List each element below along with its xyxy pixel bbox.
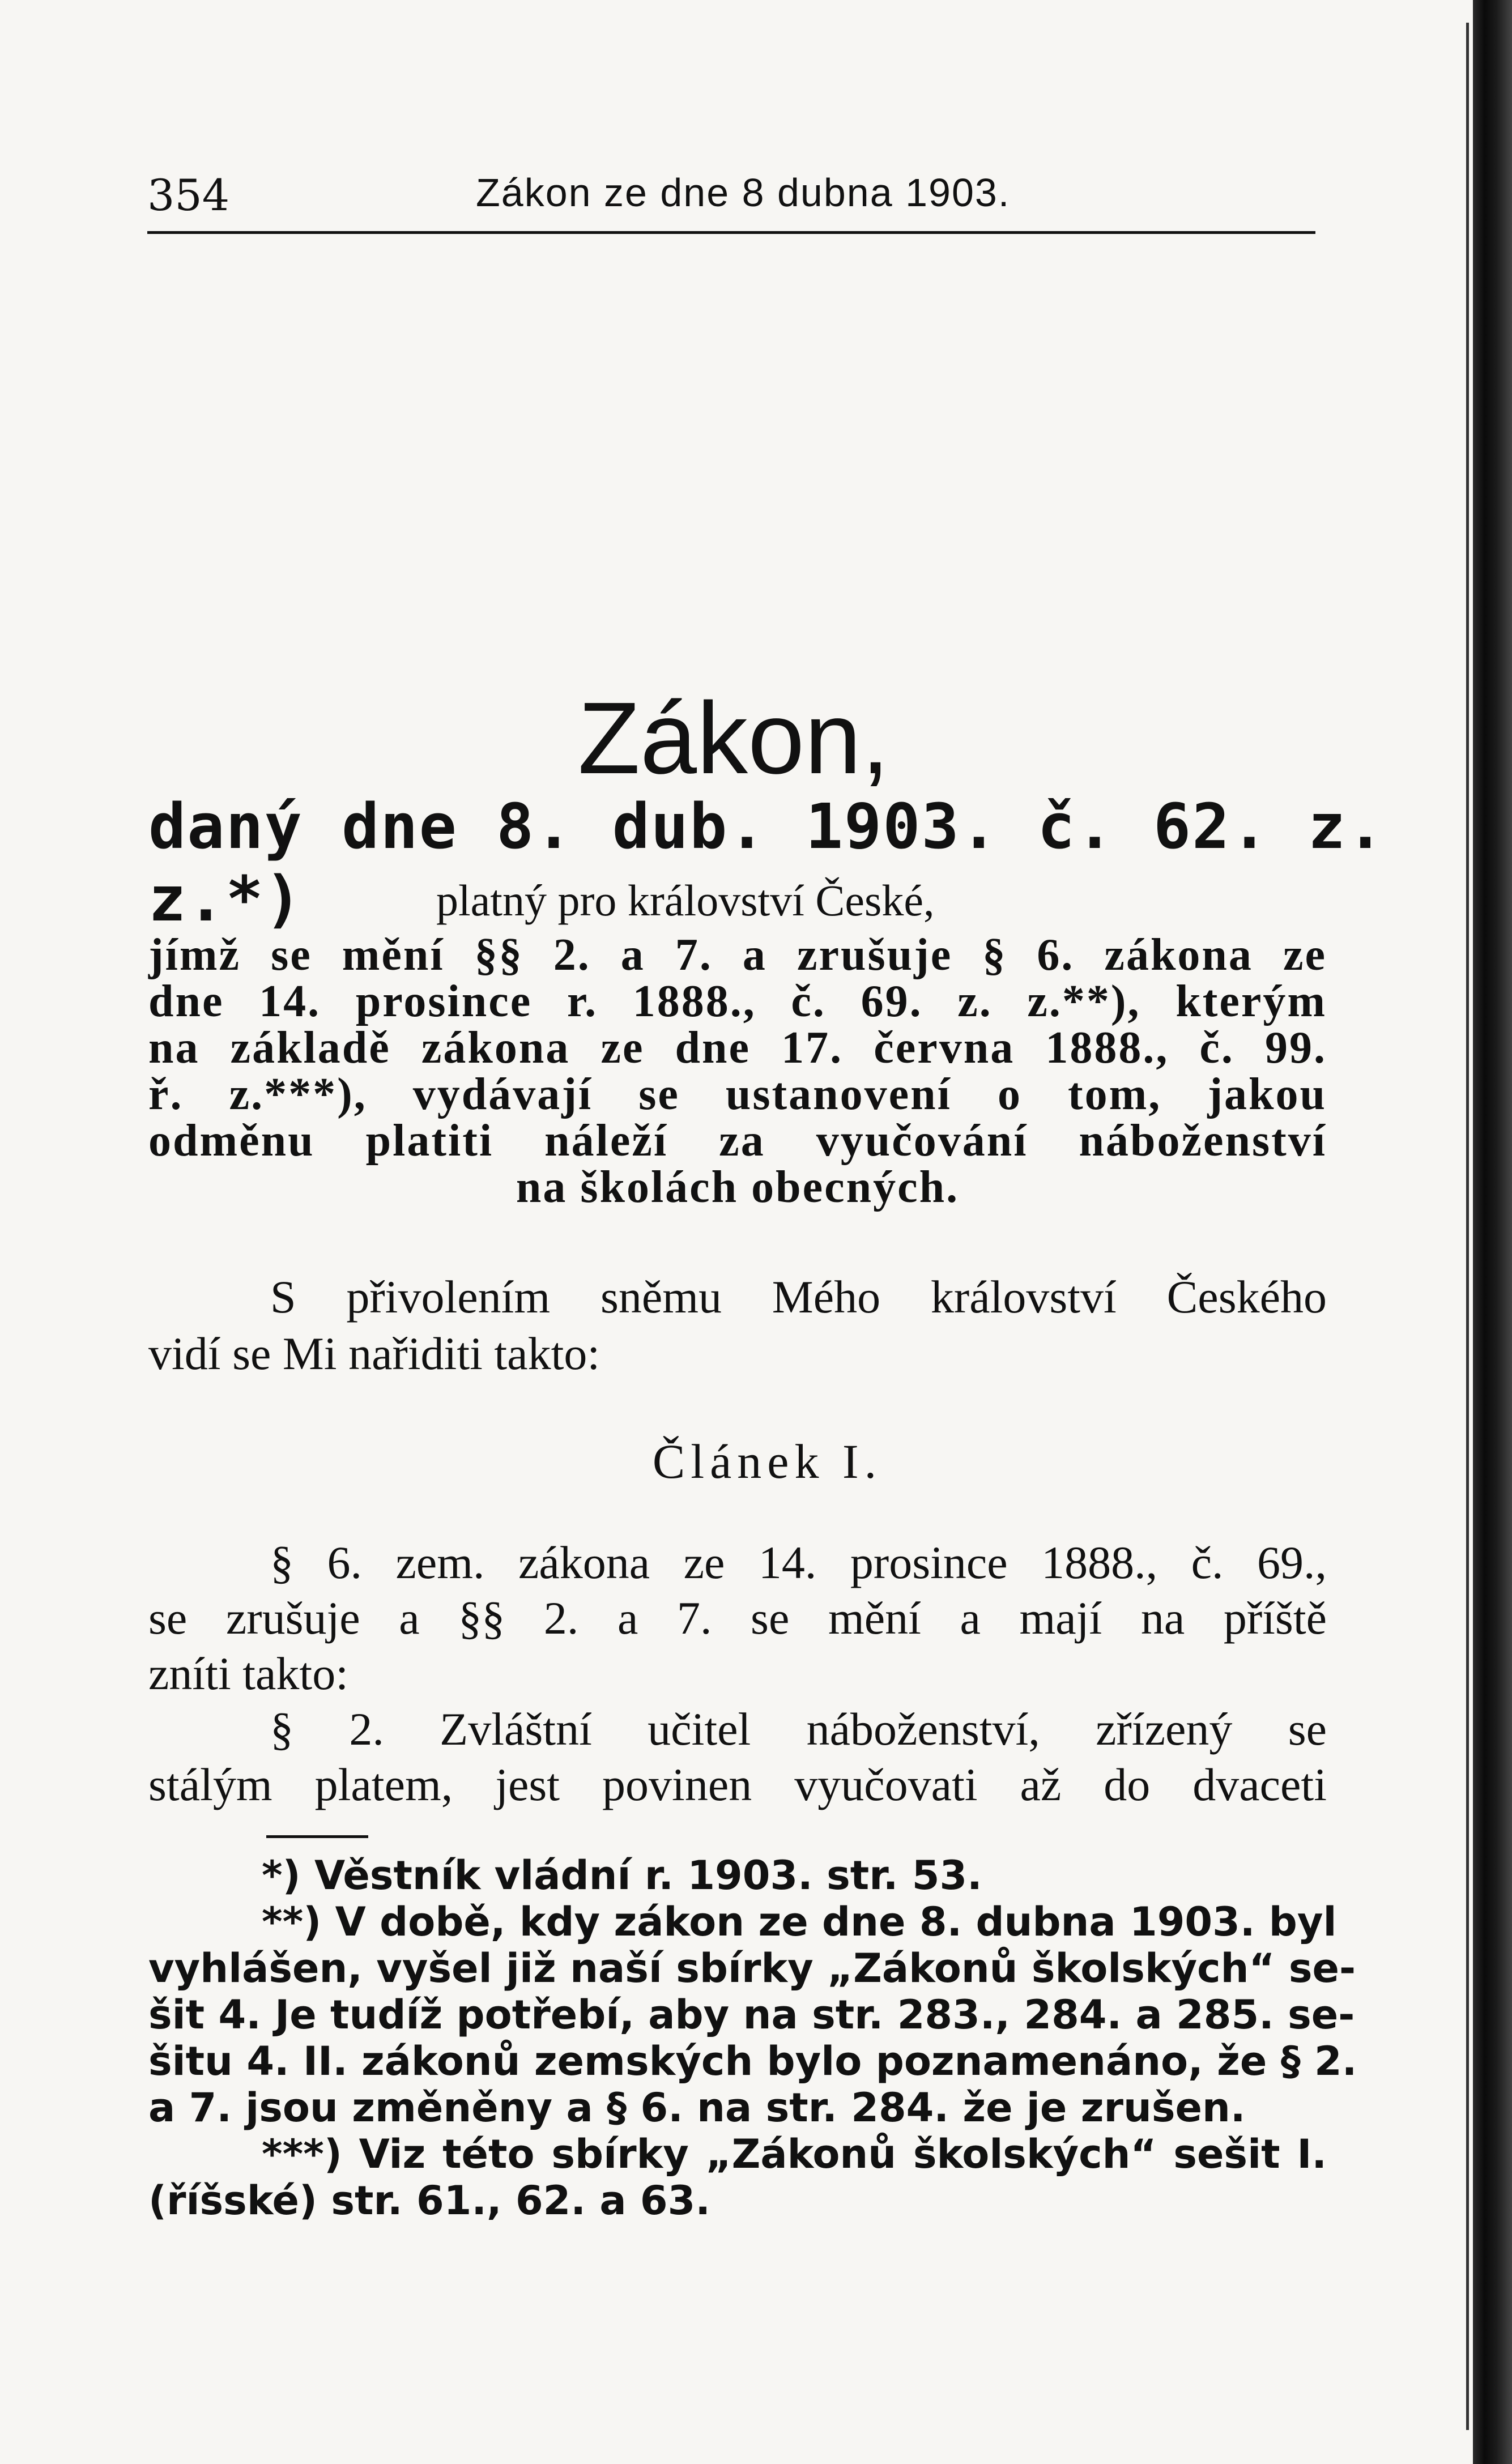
footnote-line: a 7. jsou změněny a § 6. na str. 284. že je zrušen. (148, 2084, 1246, 2131)
body-line: zníti takto: (148, 1648, 348, 1699)
law-title: Zákon, (578, 681, 890, 795)
law-validity-line: platný pro království České, (436, 876, 935, 925)
preamble (148, 1269, 1327, 1382)
page-header (147, 170, 1314, 232)
law-date-line: daný dne 8. dub. 1903. č. 62. z. z.*) (148, 790, 1386, 935)
body-line: stálým platem, jest povinen vyučovati až do dvaceti (148, 1759, 1327, 1810)
subject-line: na školách obecných. (516, 1162, 960, 1212)
article-body (148, 1535, 1327, 1813)
law-subject (148, 932, 1327, 1210)
subject-line: jímž se mění §§ 2. a 7. a zrušuje § 6. zákona ze (148, 930, 1327, 980)
subject-line: na základě zákona ze dne 17. června 1888., č. 99. (148, 1023, 1327, 1073)
footnote-line: šit 4. Je tudíž potřebí, aby na str. 283., 284. a 285. se- (148, 1992, 1355, 2038)
preamble-line: S přivolením sněmu Mého království Českého (270, 1271, 1327, 1323)
page-edge-line (1466, 23, 1469, 2430)
body-line: se zrušuje a §§ 2. a 7. se mění a mají na příště (148, 1592, 1327, 1644)
running-head: Zákon ze dne 8 dubna 1903. (476, 170, 1011, 215)
body-line: § 2. Zvláštní učitel náboženství, zřízený se (270, 1703, 1327, 1755)
footnote-line: *) Věstník vládní r. 1903. str. 53. (262, 1852, 982, 1899)
preamble-line: vidí se Mi nařiditi takto: (148, 1328, 600, 1379)
body-line: § 6. zem. zákona ze 14. prosince 1888., č. 69., (270, 1537, 1327, 1588)
header-rule (147, 231, 1315, 234)
article-heading: Článek I. (652, 1434, 883, 1489)
footnote-line: **) V době, kdy zákon ze dne 8. dubna 1903. byl (262, 1899, 1337, 1945)
subject-line: dne 14. prosince r. 1888., č. 69. z. z.**), kterým (148, 977, 1327, 1026)
footnote-line: ***) Viz této sbírky „Zákonů školských“ sešit I. (262, 2131, 1327, 2177)
footnote-line: (říšské) str. 61., 62. a 63. (148, 2177, 710, 2224)
subject-line: ř. z.***), vydávají se ustanovení o tom, jakou (148, 1069, 1327, 1119)
footnote-line: vyhlášen, vyšel již naší sbírky „Zákonů školských“ se- (148, 1945, 1356, 1992)
footnote-line: šitu 4. II. zákonů zemských bylo poznamenáno, že § 2. (148, 2038, 1357, 2084)
subject-line: odměnu platiti náleží za vyučování náboženství (148, 1116, 1327, 1166)
footnote-rule (266, 1835, 368, 1838)
page-binding-edge (1473, 0, 1512, 2464)
footnotes (148, 1852, 1357, 2224)
page-number: 354 (147, 170, 230, 220)
